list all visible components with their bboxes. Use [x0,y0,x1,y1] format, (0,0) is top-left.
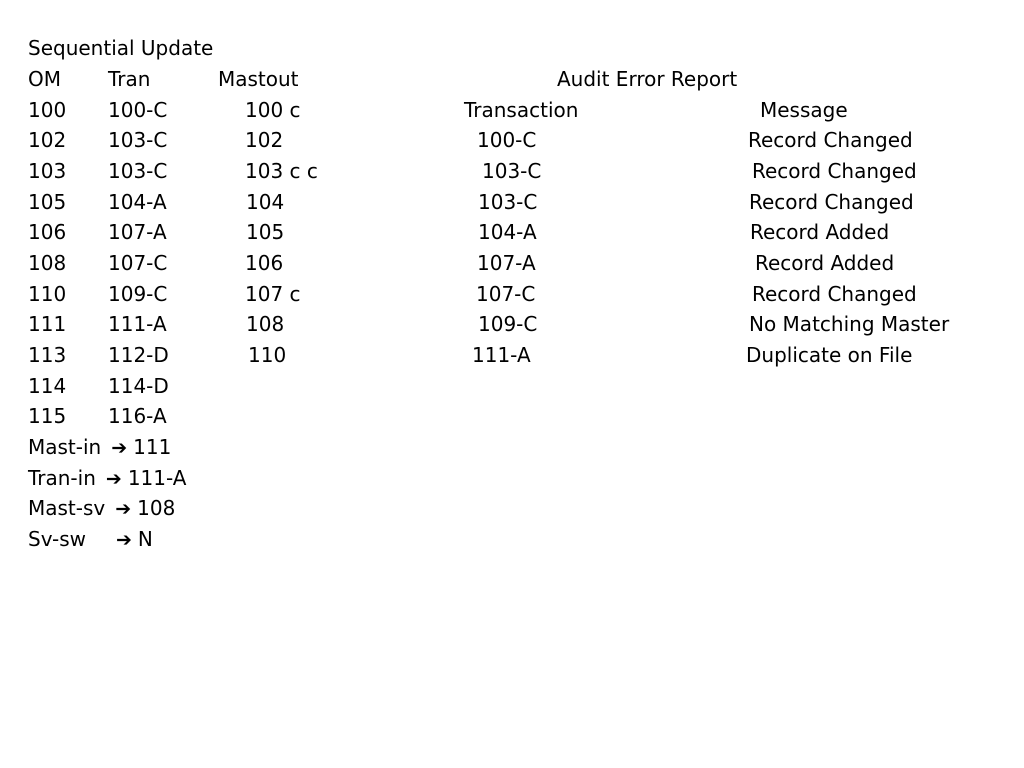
state-value: 111-A [127,466,187,490]
mastout-value: 106 [245,251,284,275]
tran-value: 112-D [108,343,169,367]
om-value: 114 [28,374,67,398]
om-value: 111 [28,312,67,336]
state-value: 111 [133,435,172,459]
audit-transaction: 100-C [477,128,537,152]
tran-value: 104-A [108,190,167,214]
tran-value: 103-C [108,159,168,183]
audit-report-title: Audit Error Report [557,67,738,91]
om-value: 113 [28,343,67,367]
om-value: 102 [28,128,67,152]
mastout-value: 100 c [245,98,301,122]
audit-transaction: 103-C [478,190,538,214]
mastout-value: 104 [246,190,285,214]
tran-value: 114-D [108,374,169,398]
om-value: 105 [28,190,67,214]
om-value: 115 [28,404,67,428]
audit-message: Record Changed [749,190,914,214]
tran-value: 109-C [108,282,168,306]
tran-value: 116-A [108,404,167,428]
om-value: 100 [28,98,67,122]
state-label: Tran-in [28,466,96,490]
audit-message-header: Message [760,98,848,122]
state-sv-sw [28,527,153,552]
state-label: Mast-sv [28,496,106,520]
audit-message: Record Changed [748,128,913,152]
audit-transaction: 104-A [478,220,537,244]
tran-value: 111-A [108,312,167,336]
audit-message: Record Changed [752,159,917,183]
audit-transaction: 109-C [478,312,538,336]
state-mast-in [28,435,171,460]
right-arrow-icon: ➔ [111,437,128,459]
tran-value: 103-C [108,128,168,152]
om-value: 103 [28,159,67,183]
audit-message: No Matching Master [749,312,950,336]
mastout-column-header: Mastout [218,67,299,91]
audit-transaction-header: Transaction [464,98,579,122]
state-label: Sv-sw [28,527,86,551]
right-arrow-icon: ➔ [105,468,122,490]
tran-value: 107-A [108,220,167,244]
state-label: Mast-in [28,435,102,459]
audit-transaction: 107-A [477,251,536,275]
state-value: N [137,527,153,551]
page-title: Sequential Update [28,36,214,60]
om-value: 108 [28,251,67,275]
audit-transaction: 107-C [476,282,536,306]
om-value: 106 [28,220,67,244]
audit-message: Record Changed [752,282,917,306]
audit-transaction: 111-A [472,343,531,367]
state-mast-sv [28,496,175,521]
right-arrow-icon: ➔ [115,498,132,520]
audit-message: Record Added [755,251,895,275]
tran-value: 107-C [108,251,168,275]
audit-transaction: 103-C [482,159,542,183]
right-arrow-icon: ➔ [116,529,132,551]
tran-value: 100-C [108,98,168,122]
audit-message: Record Added [750,220,890,244]
om-value: 110 [28,282,67,306]
state-tran-in [28,466,186,491]
tran-column-header: Tran [108,67,151,91]
mastout-value: 108 [246,312,285,336]
mastout-value: 102 [245,128,284,152]
mastout-value: 107 c [245,282,301,306]
mastout-value: 110 [248,343,287,367]
state-value: 108 [137,496,176,520]
mastout-value: 103 c c [245,159,318,183]
audit-message: Duplicate on File [746,343,913,367]
om-column-header: OM [28,67,61,91]
mastout-value: 105 [246,220,285,244]
